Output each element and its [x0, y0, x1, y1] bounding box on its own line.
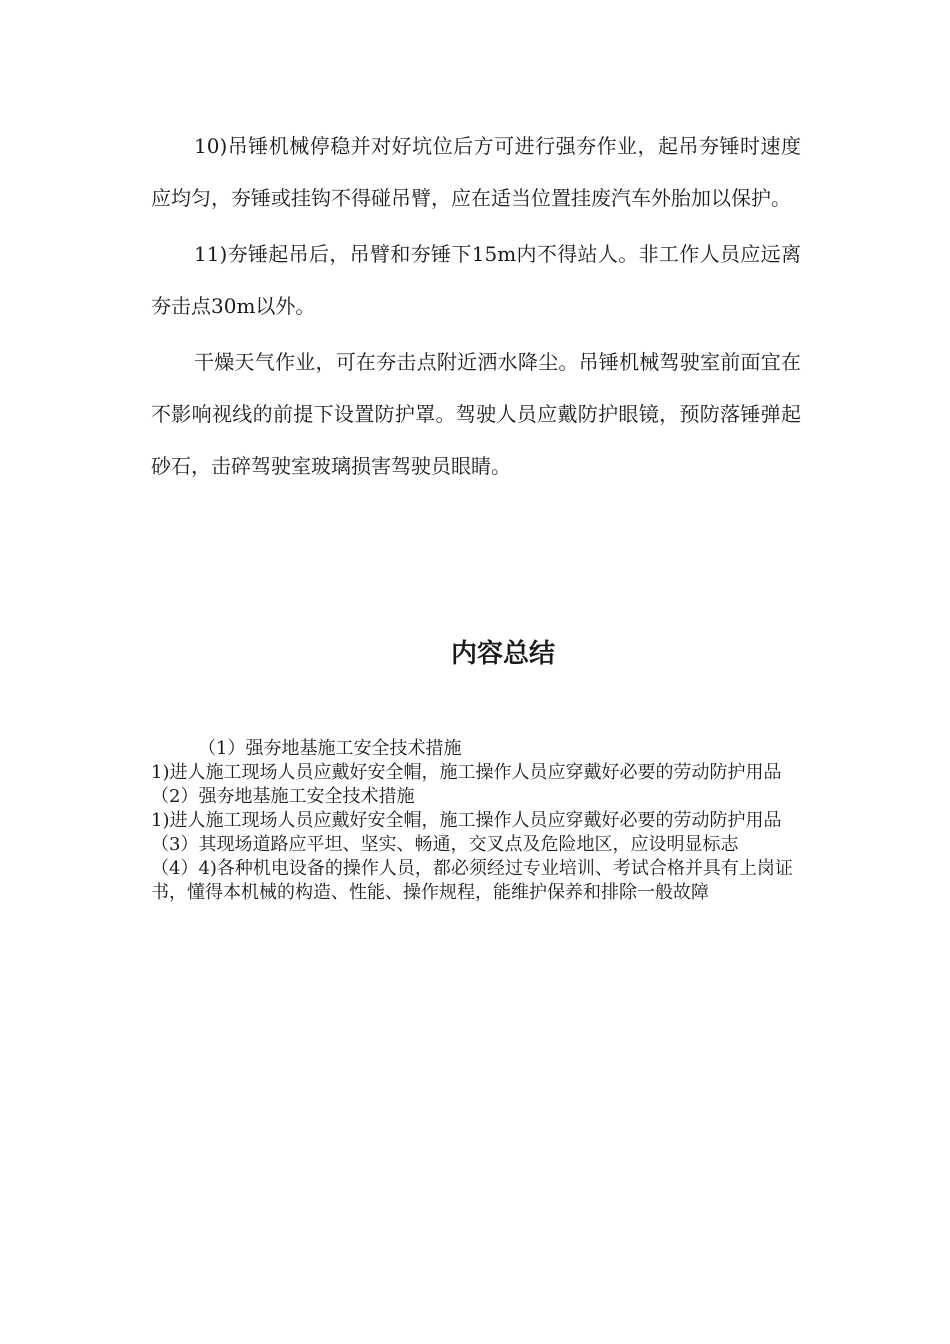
summary-section — [151, 737, 801, 905]
summary-line: （2）强夯地基施工安全技术措施 — [151, 786, 415, 807]
body-text — [151, 120, 801, 492]
paragraph-dry-weather: 干燥天气作业，可在夯击点附近洒水降尘。吊锤机械驾驶室前面宜在不影响视线的前提下设置防护罩。驾驶人员应戴防护眼镜，预防落锤弹起砂石，击碎驾驶室玻璃损害驾驶员眼睛。 — [151, 350, 801, 478]
summary-line: 1)进人施工现场人员应戴好安全帽，施工操作人员应穿戴好必要的劳动防护用品 — [151, 762, 782, 783]
summary-line: （1）强夯地基施工安全技术措施 — [198, 738, 462, 759]
summary-line: 1)进人施工现场人员应戴好安全帽，施工操作人员应穿戴好必要的劳动防护用品 — [151, 810, 782, 831]
summary-line: （4）4)各种机电设备的操作人员，都必须经过专业培训、考试合格并具有上岗证书，懂得本机械的构造、性能、操作规程，能维护保养和排除一般故障 — [151, 858, 793, 903]
paragraph-11: 11)夯锤起吊后，吊臂和夯锤下15m内不得站人。非工作人员应远离夯击点30m以外。 — [151, 242, 801, 318]
summary-title: 内容总结 — [450, 639, 555, 669]
summary-line: （3）其现场道路应平坦、坚实、畅通，交叉点及危险地区，应设明显标志 — [151, 834, 739, 855]
paragraph-10: 10)吊锤机械停稳并对好坑位后方可进行强夯作业，起吊夯锤时速度应均匀，夯锤或挂钩不得碰吊臂，应在适当位置挂废汽车外胎加以保护。 — [151, 134, 801, 210]
